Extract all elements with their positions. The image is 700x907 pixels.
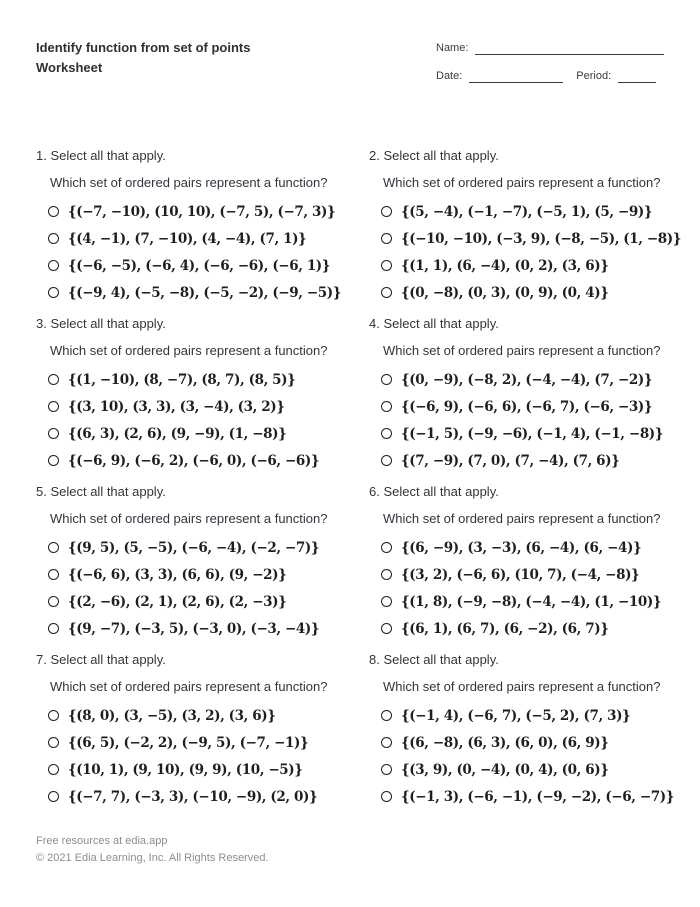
question-4 — [369, 316, 681, 474]
ordered-pairs-set: {(6, 3), (2, 6), (9, −9), (1, −8)} — [68, 425, 287, 442]
radio-button[interactable] — [48, 206, 59, 217]
worksheet-title — [36, 38, 251, 78]
radio-button[interactable] — [381, 710, 392, 721]
ordered-pairs-set: {(−7, −10), (10, 10), (−7, 5), (−7, 3)} — [68, 203, 336, 220]
ordered-pairs-set: {(6, 5), (−2, 2), (−9, 5), (−7, −1)} — [68, 734, 309, 751]
period-blank-line[interactable] — [618, 73, 656, 83]
answer-option[interactable] — [381, 420, 681, 447]
ordered-pairs-set: {(5, −4), (−1, −7), (−5, 1), (5, −9)} — [401, 203, 653, 220]
worksheet-title-line1: Identify function from set of points — [36, 40, 251, 55]
answer-option[interactable] — [48, 783, 341, 810]
date-label: Date: — [436, 70, 463, 82]
radio-button[interactable] — [381, 596, 392, 607]
ordered-pairs-set: {(−6, 9), (−6, 2), (−6, 0), (−6, −6)} — [68, 452, 320, 469]
ordered-pairs-set: {(9, −7), (−3, 5), (−3, 0), (−3, −4)} — [68, 620, 320, 637]
answer-option[interactable] — [381, 447, 681, 474]
radio-button[interactable] — [48, 455, 59, 466]
period-label: Period: — [576, 70, 612, 82]
answer-option[interactable] — [381, 393, 681, 420]
answer-option[interactable] — [48, 366, 341, 393]
ordered-pairs-set: {(6, −9), (3, −3), (6, −4), (6, −4)} — [401, 539, 642, 556]
ordered-pairs-set: {(−9, 4), (−5, −8), (−5, −2), (−9, −5)} — [68, 284, 341, 301]
ordered-pairs-set: {(−10, −10), (−3, 9), (−8, −5), (1, −8)} — [401, 230, 682, 247]
question-7 — [36, 652, 341, 810]
name-field-row — [436, 42, 664, 55]
radio-button[interactable] — [48, 374, 59, 385]
question-prompt: Which set of ordered pairs represent a function? — [383, 679, 661, 694]
answer-option[interactable] — [48, 729, 341, 756]
question-prompt: Which set of ordered pairs represent a function? — [50, 343, 328, 358]
ordered-pairs-set: {(−1, 3), (−6, −1), (−9, −2), (−6, −7)} — [401, 788, 674, 805]
question-prompt: Which set of ordered pairs represent a function? — [383, 175, 661, 190]
question-prompt: Which set of ordered pairs represent a function? — [383, 343, 661, 358]
radio-button[interactable] — [381, 737, 392, 748]
ordered-pairs-set: {(1, 8), (−9, −8), (−4, −4), (1, −10)} — [401, 593, 662, 610]
ordered-pairs-set: {(0, −9), (−8, 2), (−4, −4), (7, −2)} — [401, 371, 653, 388]
ordered-pairs-set: {(6, 1), (6, 7), (6, −2), (6, 7)} — [401, 620, 609, 637]
question-header: 8. Select all that apply. — [369, 652, 499, 667]
question-header: 4. Select all that apply. — [369, 316, 499, 331]
ordered-pairs-set: {(0, −8), (0, 3), (0, 9), (0, 4)} — [401, 284, 609, 301]
question-prompt: Which set of ordered pairs represent a function? — [50, 175, 328, 190]
question-prompt: Which set of ordered pairs represent a function? — [50, 679, 328, 694]
page-header — [36, 38, 664, 98]
name-label: Name: — [436, 42, 469, 54]
ordered-pairs-set: {(−1, 4), (−6, 7), (−5, 2), (7, 3)} — [401, 707, 631, 724]
question-header: 6. Select all that apply. — [369, 484, 499, 499]
radio-button[interactable] — [381, 791, 392, 802]
answer-option[interactable] — [48, 198, 341, 225]
ordered-pairs-set: {(−1, 5), (−9, −6), (−1, 4), (−1, −8)} — [401, 425, 664, 442]
radio-button[interactable] — [381, 569, 392, 580]
answer-option[interactable] — [381, 756, 681, 783]
radio-button[interactable] — [48, 710, 59, 721]
radio-button[interactable] — [381, 764, 392, 775]
answer-option[interactable] — [48, 756, 341, 783]
ordered-pairs-set: {(−7, 7), (−3, 3), (−10, −9), (2, 0)} — [68, 788, 318, 805]
ordered-pairs-set: {(3, 10), (3, 3), (3, −4), (3, 2)} — [68, 398, 285, 415]
radio-button[interactable] — [48, 260, 59, 271]
question-header: 7. Select all that apply. — [36, 652, 166, 667]
radio-button[interactable] — [381, 428, 392, 439]
radio-button[interactable] — [48, 428, 59, 439]
radio-button[interactable] — [48, 764, 59, 775]
answer-option[interactable] — [48, 420, 341, 447]
question-1 — [36, 148, 341, 306]
ordered-pairs-set: {(6, −8), (6, 3), (6, 0), (6, 9)} — [401, 734, 609, 751]
radio-button[interactable] — [48, 623, 59, 634]
answer-option[interactable] — [48, 561, 341, 588]
date-period-field-row — [436, 70, 664, 83]
footer-resources-line: Free resources at edia.app — [36, 835, 168, 847]
ordered-pairs-set: {(8, 0), (3, −5), (3, 2), (3, 6)} — [68, 707, 276, 724]
answer-option[interactable] — [381, 702, 681, 729]
student-fields — [436, 38, 664, 98]
radio-button[interactable] — [48, 737, 59, 748]
radio-button[interactable] — [381, 260, 392, 271]
ordered-pairs-set: {(2, −6), (2, 1), (2, 6), (2, −3)} — [68, 593, 287, 610]
question-prompt: Which set of ordered pairs represent a function? — [50, 511, 328, 526]
answer-option[interactable] — [48, 225, 341, 252]
answer-option[interactable] — [381, 588, 681, 615]
answer-option[interactable] — [381, 366, 681, 393]
radio-button[interactable] — [381, 455, 392, 466]
radio-button[interactable] — [48, 542, 59, 553]
answer-option[interactable] — [48, 588, 341, 615]
worksheet-title-line2: Worksheet — [36, 60, 103, 75]
radio-button[interactable] — [48, 287, 59, 298]
radio-button[interactable] — [381, 542, 392, 553]
ordered-pairs-set: {(7, −9), (7, 0), (7, −4), (7, 6)} — [401, 452, 620, 469]
question-prompt: Which set of ordered pairs represent a function? — [383, 511, 661, 526]
radio-button[interactable] — [48, 233, 59, 244]
answer-option[interactable] — [48, 252, 341, 279]
question-2 — [369, 148, 681, 306]
answer-option[interactable] — [381, 279, 681, 306]
answer-option[interactable] — [381, 534, 681, 561]
answer-option[interactable] — [48, 615, 341, 642]
radio-button[interactable] — [381, 623, 392, 634]
answer-option[interactable] — [381, 615, 681, 642]
ordered-pairs-set: {(4, −1), (7, −10), (4, −4), (7, 1)} — [68, 230, 307, 247]
name-blank-line[interactable] — [475, 45, 664, 55]
answer-option[interactable] — [48, 702, 341, 729]
answer-option[interactable] — [381, 561, 681, 588]
question-5 — [36, 484, 341, 642]
ordered-pairs-set: {(−6, 6), (3, 3), (6, 6), (9, −2)} — [68, 566, 287, 583]
answer-option[interactable] — [48, 279, 341, 306]
radio-button[interactable] — [48, 401, 59, 412]
ordered-pairs-set: {(3, 9), (0, −4), (0, 4), (0, 6)} — [401, 761, 609, 778]
answer-option[interactable] — [381, 729, 681, 756]
page-footer — [36, 833, 269, 867]
answer-option[interactable] — [48, 447, 341, 474]
radio-button[interactable] — [48, 791, 59, 802]
question-3 — [36, 316, 341, 474]
answer-option[interactable] — [381, 225, 681, 252]
ordered-pairs-set: {(−6, 9), (−6, 6), (−6, 7), (−6, −3)} — [401, 398, 653, 415]
radio-button[interactable] — [48, 569, 59, 580]
footer-copyright-line: © 2021 Edia Learning, Inc. All Rights Reserved. — [36, 852, 269, 864]
question-header: 3. Select all that apply. — [36, 316, 166, 331]
radio-button[interactable] — [48, 596, 59, 607]
question-header: 2. Select all that apply. — [369, 148, 499, 163]
radio-button[interactable] — [381, 401, 392, 412]
answer-option[interactable] — [381, 198, 681, 225]
answer-option[interactable] — [381, 252, 681, 279]
radio-button[interactable] — [381, 206, 392, 217]
question-8 — [369, 652, 681, 810]
question-6 — [369, 484, 681, 642]
answer-option[interactable] — [381, 783, 681, 810]
ordered-pairs-set: {(1, 1), (6, −4), (0, 2), (3, 6)} — [401, 257, 609, 274]
question-header: 5. Select all that apply. — [36, 484, 166, 499]
answer-option[interactable] — [48, 393, 341, 420]
ordered-pairs-set: {(3, 2), (−6, 6), (10, 7), (−4, −8)} — [401, 566, 640, 583]
radio-button[interactable] — [381, 374, 392, 385]
ordered-pairs-set: {(10, 1), (9, 10), (9, 9), (10, −5)} — [68, 761, 303, 778]
ordered-pairs-set: {(−6, −5), (−6, 4), (−6, −6), (−6, 1)} — [68, 257, 331, 274]
radio-button[interactable] — [381, 233, 392, 244]
questions-grid — [36, 148, 682, 810]
question-header: 1. Select all that apply. — [36, 148, 166, 163]
ordered-pairs-set: {(9, 5), (5, −5), (−6, −4), (−2, −7)} — [68, 539, 320, 556]
answer-option[interactable] — [48, 534, 341, 561]
date-blank-line[interactable] — [469, 73, 563, 83]
ordered-pairs-set: {(1, −10), (8, −7), (8, 7), (8, 5)} — [68, 371, 296, 388]
radio-button[interactable] — [381, 287, 392, 298]
